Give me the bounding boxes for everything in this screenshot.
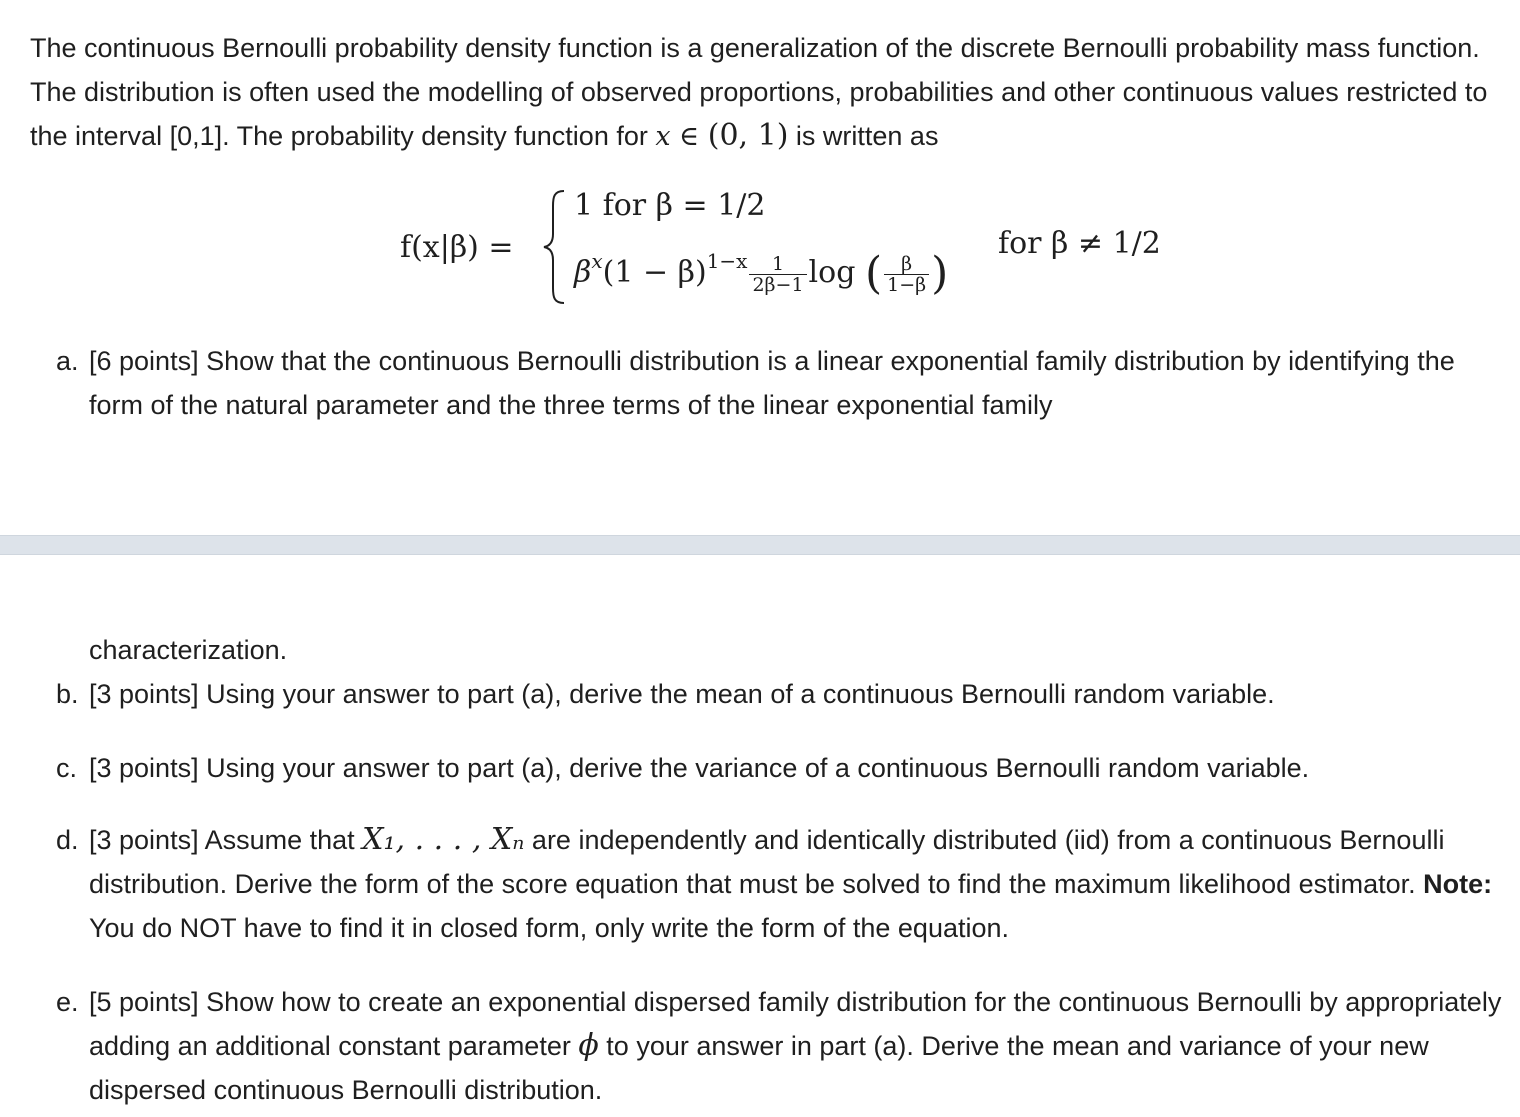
page-divider (0, 535, 1520, 555)
intro-paragraph (30, 26, 1500, 159)
formula-case-1: 1 for β = 1/2 (574, 188, 766, 223)
question-c (56, 746, 1506, 790)
math-phi: ϕ (578, 1028, 599, 1063)
question-b-text: [3 points] Using your answer to part (a), derive the mean of a continuous Bernoulli random variable. (89, 679, 1275, 709)
question-e-label: e. (56, 987, 79, 1017)
question-a-label: a. (56, 346, 79, 376)
question-d (56, 818, 1506, 950)
fraction-1: $\frac{1}{2\beta-1}$ (749, 254, 806, 295)
question-d-text: [3 points] Assume that X₁, . . . , Xₙ are independently and identically distributed (iid) from a continuous Bernoulli distribution. Derive the form of the score equation that must be solved to find the maximum likelihood estimator. Note: You do NOT have to find it in closed form, only write the form of the equation. (89, 822, 1493, 943)
question-b-label: b. (56, 679, 79, 709)
intro-text-1: The continuous Bernoulli probability density function is a generalization of the discrete Bernoulli probability mass function. The distribution is often used the modelling of observed proportions, probabilities and other continuous values restricted to the interval [0,1]. The probability density function for (30, 33, 1488, 151)
question-b (56, 672, 1506, 716)
fraction-2: $\frac{\beta}{1-\beta}$ (884, 254, 929, 295)
question-a-continued: characterization. (89, 635, 288, 665)
question-c-text: [3 points] Using your answer to part (a), derive the variance of a continuous Bernoulli random variable. (89, 753, 1310, 783)
question-e (56, 980, 1506, 1112)
pdf-formula (0, 180, 1520, 310)
question-d-label: d. (56, 825, 79, 855)
left-brace-icon (540, 188, 570, 306)
math-in: ∈ (670, 121, 708, 152)
question-c-label: c. (56, 753, 78, 783)
note-label: Note: (1423, 869, 1493, 899)
math-x-sequence: X₁, . . . , Xₙ (362, 822, 525, 857)
formula-lhs: f(x|β) = (400, 230, 514, 265)
question-a (56, 339, 1506, 427)
intro-text-2: is written as (788, 121, 939, 151)
math-x: x (655, 121, 671, 152)
question-e-text: [5 points] Show how to create an exponential dispersed family distribution for the continuous Bernoulli by appropriately adding an additional constant parameter ϕ to your answer in part (a). Derive the mean and variance of your new dispersed continuous Bernoulli distribution. (89, 987, 1502, 1105)
formula-condition-2: for β ≠ 1/2 (998, 226, 1161, 261)
question-a-text: [6 points] Show that the continuous Bernoulli distribution is a linear exponential family distribution by identifying the form of the natural parameter and the three terms of the linear exponential family (89, 346, 1455, 420)
formula-case-2: $\beta^x(1 - \beta)^{1-x}$ $\frac{1}{2\beta-1}$ log ( $\frac{\beta}{1-\beta}$ ) (574, 248, 949, 299)
math-interval: (0, 1) (707, 118, 789, 153)
